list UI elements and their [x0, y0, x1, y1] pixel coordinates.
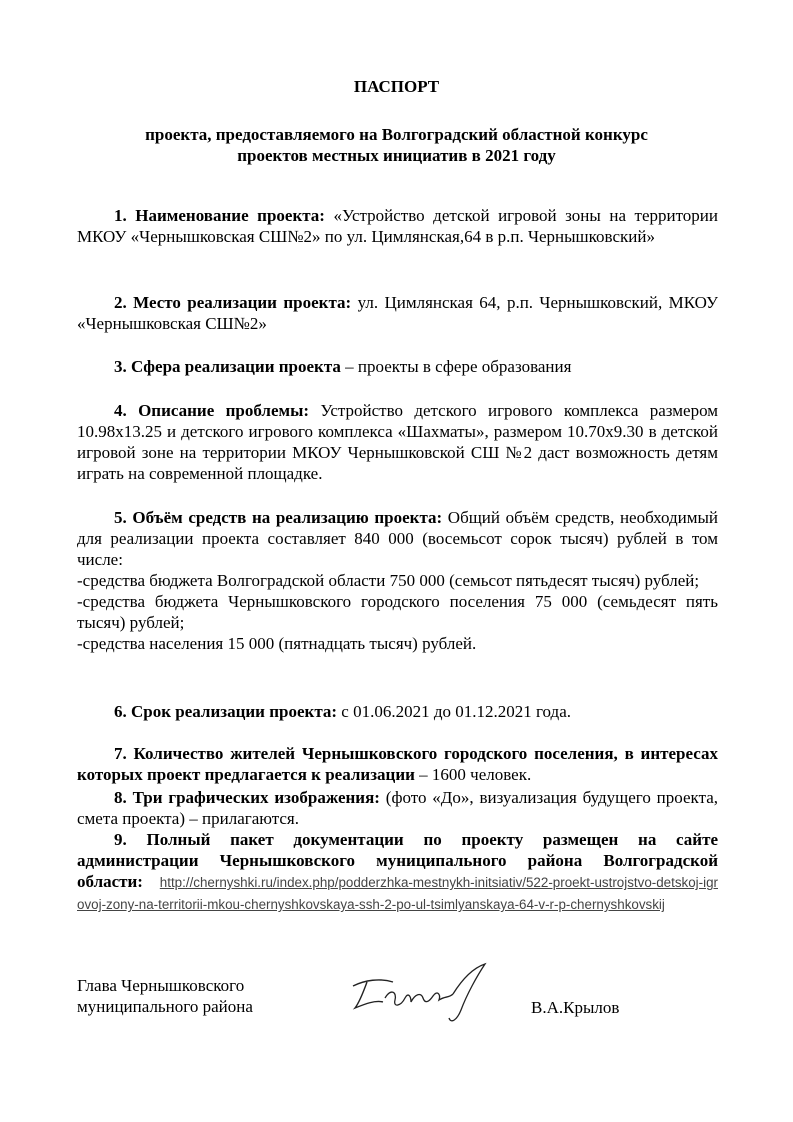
- document-subtitle: [0, 124, 793, 166]
- section-label: 5. Объём средств на реализацию проекта:: [114, 508, 443, 527]
- section-text: (фото «До», визуализация будущего проекта, смета проекта) – прилагаются.: [77, 788, 718, 828]
- funding-line-regional: -средства бюджета Волгоградской области 750 000 (семьсот пятьдесят тысяч) рублей;: [77, 571, 700, 590]
- funding-intro: [77, 507, 718, 570]
- section-timeline: [77, 701, 718, 722]
- section-label: 1. Наименование проекта:: [114, 206, 325, 225]
- signatory-position: [77, 975, 337, 1017]
- section-text: – проекты в сфере образования: [340, 357, 572, 376]
- subtitle-line-1: проекта, предоставляемого на Волгоградский областной конкурс: [145, 125, 648, 144]
- subtitle-line-2: проектов местных инициатив в 2021 году: [237, 146, 556, 165]
- section-text: – 1600 человек.: [414, 765, 532, 784]
- section-project-sphere: [77, 356, 718, 377]
- position-line-1: Глава Чернышковского: [77, 976, 245, 995]
- section-images: [77, 787, 718, 829]
- section-project-name: [77, 205, 718, 247]
- section-label: 4. Описание проблемы:: [114, 401, 310, 420]
- section-project-location: [77, 292, 718, 334]
- handwritten-signature: [345, 958, 495, 1028]
- document-title: ПАСПОРТ: [353, 77, 440, 96]
- section-text: с 01.06.2021 до 01.12.2021 года.: [337, 702, 571, 721]
- section-residents: [77, 743, 718, 785]
- section-text: Устройство детского игрового комплекса размером 10.98х13.25 и детского игрового комплекса «Шахматы», размером 10.70х9.30 в детской игровой зоне на территории МКОУ Чернышковской СШ №2 даст возможность детям играть на современной площадке.: [77, 401, 718, 483]
- section-label: 2. Место реализации проекта:: [114, 293, 352, 312]
- section-text: «Устройство детской игровой зоны на территории МКОУ «Чернышковская СШ№2» по ул. Цимлянская,64 в р.п. Чернышковский»: [77, 206, 718, 246]
- funding-line-population: -средства населения 15 000 (пятнадцать тысяч) рублей.: [77, 634, 477, 653]
- signatory-name: В.А.Крылов: [531, 998, 620, 1017]
- section-label: 8. Три графических изображения:: [114, 788, 380, 807]
- section-funding: [77, 507, 718, 654]
- section-text: Общий объём средств, необходимый для реализации проекта составляет 840 000 (восемьсот сорок тысяч) рублей в том числе:: [77, 508, 718, 569]
- section-documentation: [77, 829, 718, 915]
- section-label: 6. Срок реализации проекта:: [114, 702, 338, 721]
- documentation-link[interactable]: http://chernyshki.ru/index.php/podderzhka-mestnykh-initsiativ/522-proekt-ustrojstvo-detskoj-igrovoj-zony-na-territorii-mkou-chernyshkovskaya-ssh-2-po-ul-tsimlyanskaya-64-v-r-p-chernyshkovskij: [77, 875, 718, 912]
- section-label: 3. Сфера реализации проекта: [114, 357, 341, 376]
- section-text: ул. Цимлянская 64, р.п. Чернышковский, МКОУ «Чернышковская СШ№2»: [77, 293, 718, 333]
- section-problem-description: [77, 400, 718, 484]
- position-line-2: муниципального района: [77, 997, 253, 1016]
- section-label: 9. Полный пакет документации по проекту размещен на сайте администрации Чернышковского муниципального района Волгоградской области:: [77, 830, 718, 891]
- funding-line-municipal: -средства бюджета Чернышковского городского поселения 75 000 (семьдесят пять тысяч) рублей;: [77, 592, 718, 632]
- section-label: 7. Количество жителей Чернышковского городского поселения, в интересах которых проект предлагается к реализации: [77, 744, 718, 784]
